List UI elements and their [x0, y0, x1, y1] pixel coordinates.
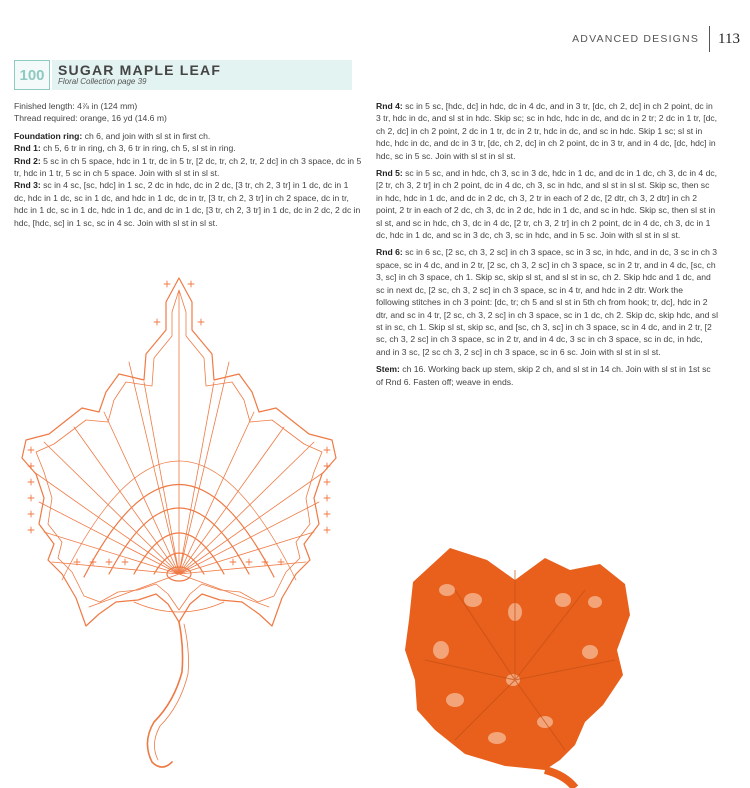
thread-required — [14, 112, 362, 124]
finished-length — [14, 100, 362, 112]
section-title: ADVANCED DESIGNS — [572, 33, 700, 45]
stem-instruction — [376, 363, 718, 388]
foundation-ring-instruction — [14, 130, 362, 142]
rnd1-label: Rnd 1: — [14, 143, 41, 154]
finished-length-value: 4⅞ in (124 mm) — [74, 101, 138, 111]
rnd3-label: Rnd 3: — [14, 180, 41, 191]
crocheted-leaf-photo — [395, 540, 750, 788]
thread-required-value: orange, 16 yd (14.6 m) — [77, 113, 167, 124]
rnd5-text: sc in 5 sc, and in hdc, ch 3, sc in 3 dc, hdc in 1 dc, and dc in 1 dc, ch 3, dc in 4 dc, [2 tr, ch 3, 2 tr] in ch 2 point, dc in 4 dc, ch 3, sc in hdc, and sl st in sl st. Skip sc, then sc in hdc, hdc in 1 dc, and dc in 2 dc, ch 3, 2 tr in each of 2 dc, [2 dtr, ch 3, 2 dtr] in ch 2 point, 2 tr in each of 2 dc, ch 3, dc in 2 dc, hdc in 1 dc, and sc in hdc. Skip sc, then sl st in sl st, and sc in hdc, ch 3, dc in 4 dc, [2 tr, ch 3, 2 tr] in ch 2 point, dc in 4 dc, ch 3, dc in 1 dc, hdc in 1 dc, and sc in 3 dc, ch 3, sc in hdc, and in 5 sc. Join with sl st in sl st. — [376, 168, 718, 241]
pattern-title: SUGAR MAPLE LEAF — [58, 62, 222, 78]
rnd1-instruction — [14, 142, 362, 154]
page-header — [572, 26, 740, 52]
pattern-number-badge: 100 — [14, 60, 50, 90]
rnd6-instruction — [376, 246, 718, 358]
left-column — [14, 100, 362, 229]
rnd4-instruction — [376, 100, 718, 162]
rnd2-text: 5 sc in ch 5 space, hdc in 1 tr, dc in 5 tr, [2 dc, tr, ch 2, tr, 2 dc] in ch 3 space, dc in 5 tr, hdc in 1 tr, 5 sc in ch 5 space. Join with sl st in sl st. — [14, 155, 362, 179]
rnd4-label: Rnd 4: — [376, 101, 403, 111]
header-divider — [709, 26, 710, 52]
collection-reference: Floral Collection page 39 — [58, 77, 147, 86]
rnd6-text: sc in 6 sc, [2 sc, ch 3, 2 sc] in ch 3 space, sc in 3 sc, in hdc, and in dc, 3 sc in ch 3 space, sc in 4 dc, and in 2 tr, [2 sc, ch 3, 2 sc] in ch 3 space, sc in 2 tr, and in 4 dc, [sc, ch 3, sc] in ch 3 space, ch 1. Skip sc, skip sl st, and sl st in sc, ch 2. Skip hdc and 1 dc, and sc in next dc, [2 sc, ch 3, 2 sc] in ch 3 space, sc in 4 tr, and hdc in 2 dtr. Work the following stitches in ch 3 point: [dc, tr; ch 5 and sl st in 5th ch from hook; tr, dc], hdc in 2 dtr, and sc in 4 tr, [2 sc, ch 3, 2 sc] in ch 3 space, sc in 1 dc, ch 2. Skip dc, skip hdc, and sl st in sc, ch 1. Skip sl st, skip sc, and [sc, ch 3, sc] in ch 3 space, sc in 4 dc, and in 2 tr, [2 sc, ch 3, 2 sc] in ch 3 space, sc in 2 tr, and in 4 dc, 3 sc in ch 3 space, sc in dc, in hdc, and in 3 sc, [2 sc ch 3, 2 sc] in ch 3 space, sc in 6 sc. Join with sl st in sl st. — [376, 247, 719, 357]
rnd3-instruction — [14, 179, 362, 229]
foundation-ring-label: Foundation ring: — [14, 130, 83, 141]
finished-length-label: Finished length: — [14, 101, 75, 111]
right-column — [376, 100, 718, 393]
foundation-ring-text: ch 6, and join with sl st in first ch. — [82, 130, 211, 141]
rnd2-instruction — [14, 155, 362, 180]
stem-text: ch 16. Working back up stem, skip 2 ch, and sl st in 14 ch. Join with sl st in 1st sc of Rnd 6. Fasten off; weave in ends. — [376, 364, 711, 387]
rnd6-label: Rnd 6: — [376, 247, 403, 258]
rnd5-label: Rnd 5: — [376, 168, 403, 179]
rnd4-text: sc in 5 sc, [hdc, dc] in hdc, dc in 4 dc, and in 3 tr, [dc, ch 2, dc] in ch 2 point, dc in 3 tr, hdc in dc, and sl st in hdc. Skip sc; sc in hdc, hdc in dc, and dc in 2 tr; 2 dc in 1 tr, [dc, ch 2, dc] in ch 2 point, 2 dc in 1 tr, dc in 2 tr, hdc in dc, and sc in hdc. Skip 1 sc; sl st in hdc, hdc in dc, and dc in 3 tr, [dc, ch 2, dc] in ch 2 point, dc in 3 tr, and in 4 dc, [dc, hdc] in hdc, sc in 5 sc. Join with sl st in sl st. — [376, 101, 718, 161]
crochet-chart-diagram — [14, 262, 344, 782]
thread-required-label: Thread required: — [14, 113, 78, 124]
rnd2-label: Rnd 2: — [14, 155, 41, 166]
rnd1-text: ch 5, 6 tr in ring, ch 3, 6 tr in ring, ch 5, sl st in ring. — [40, 143, 236, 154]
page-number: 113 — [718, 30, 740, 47]
rnd3-text: sc in 4 sc, [sc, hdc] in 1 sc, 2 dc in hdc, dc in 2 dc, [3 tr, ch 2, 3 tr] in 1 dc, dc in 1 dc, hdc in 1 dc, sc in 1 dc, and hdc in 1 dc, dc in tr, [3 tr, ch 2, 3 tr] in ch 2 space, dc in tr, hdc in 1 dc, sc in 1 dc, hdc in 1 dc, and dc in 1 dc, [3 tr, ch 2, 3 tr] in 1 dc, dc in 2 dc, 2 dc in hdc, [hdc, sc] in 1 sc, sc in 4 sc. Join with sl st in sl st. — [14, 180, 361, 228]
rnd5-instruction — [376, 167, 718, 241]
stem-label: Stem: — [376, 364, 400, 375]
